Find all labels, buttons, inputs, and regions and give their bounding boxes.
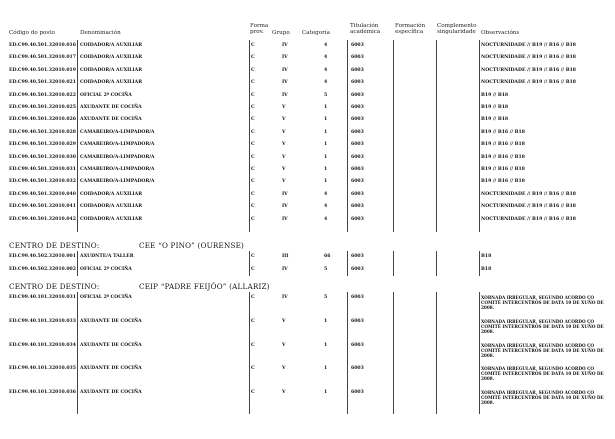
cell-categoria: 1 [324, 179, 328, 185]
cell-denominacion: COIDADOR/A AUXILIAR [80, 43, 143, 48]
cell-grupo: IV [282, 204, 288, 210]
table-row [0, 155, 615, 167]
cell-forma: C [251, 92, 255, 98]
table-row [0, 167, 615, 179]
cell-grupo: V [282, 390, 286, 396]
cell-grupo: V [282, 105, 286, 110]
cell-observacions: NOCTURNIDADE // B19 // B16 // B18 [481, 80, 576, 86]
cell-codigo: ED.C99.40.502.32010.002 [9, 266, 76, 272]
header-forma: Forma prov. [250, 23, 269, 35]
cell-titulacion: 6003 [351, 318, 364, 324]
cell-forma: C [251, 154, 255, 160]
table-row [0, 217, 615, 229]
cell-forma: C [251, 266, 255, 272]
header-grupo: Grupo [272, 30, 290, 36]
table-row [0, 254, 615, 266]
cell-codigo: ED.C99.40.501.32010.017 [9, 55, 76, 61]
cell-observacions: XORNADA IRREGULAR, SEGUNDO ACORDO CO COMITÉ INTERCENTROS DE DATA 10 DE XUÑO DE 2008. [481, 366, 604, 382]
table-row [0, 117, 615, 129]
cell-denominacion: CAMAREIRO/A-LIMPADOR/A [80, 154, 155, 160]
cell-denominacion: AXUDNTE/A TALLER [80, 254, 134, 259]
cell-grupo: V [282, 366, 286, 372]
cell-forma: C [251, 390, 255, 396]
cell-observacions: B18 [481, 266, 492, 272]
cell-grupo: IV [282, 266, 288, 272]
cell-grupo: V [282, 179, 286, 185]
cell-categoria: 4 [324, 67, 328, 73]
cell-titulacion: 6003 [351, 142, 364, 148]
table-row [0, 204, 615, 216]
cell-grupo: IV [282, 67, 288, 73]
cell-codigo: ED.C99.40.501.32010.025 [9, 105, 76, 110]
cell-categoria: 1 [324, 366, 328, 372]
cell-categoria: 1 [324, 342, 328, 348]
cell-forma: C [251, 254, 255, 259]
header-titulacion: Titulación académica [350, 23, 381, 35]
cell-codigo: ED.C99.40.501.32010.019 [9, 67, 76, 73]
cell-titulacion: 6003 [351, 390, 364, 396]
table-row [0, 342, 615, 358]
cell-observacions: XORNADA IRREGULAR, SEGUNDO ACORDO CO COMITÉ INTERCENTROS DE DATA 10 DE XUÑO DE 2008. [481, 342, 604, 358]
cell-categoria: 1 [324, 142, 328, 148]
cell-forma: C [251, 295, 255, 300]
cell-categoria: 4 [324, 191, 328, 197]
cell-categoria: 4 [324, 43, 328, 48]
table-row [0, 142, 615, 154]
cell-denominacion: AXUDANTE DE COCIÑA [80, 105, 142, 110]
cell-grupo: IV [282, 216, 288, 222]
cell-denominacion: COIDADOR/A AUXILIAR [80, 191, 143, 197]
cell-forma: C [251, 55, 255, 61]
cell-categoria: 1 [324, 167, 328, 172]
center-name: CEIP “PADRE FEIJÓO” (ALLARIZ) [139, 282, 270, 291]
cell-observacions: B19 // B16 // B18 [481, 142, 525, 148]
cell-categoria: 1 [324, 129, 328, 135]
cell-observacions: NOCTURNIDADE // B19 // B16 // B18 [481, 204, 576, 210]
center-label: CENTRO DE DESTINO: [9, 282, 100, 291]
center-name: CEE “O PINO” (OURENSE) [139, 241, 245, 250]
cell-categoria: 1 [324, 117, 328, 123]
cell-forma: C [251, 43, 255, 48]
cell-observacions: XORNADA IRREGULAR, SEGUNDO ACORDO CO COMITÉ INTERCENTROS DE DATA 10 DE XUÑO DE 2008. [481, 295, 604, 310]
cell-grupo: V [282, 342, 286, 348]
cell-titulacion: 6003 [351, 167, 364, 172]
cell-forma: C [251, 204, 255, 210]
cell-denominacion: OFICIAL 2ª COCIÑA [80, 92, 132, 98]
header-denominacion: Denominación [80, 30, 121, 36]
cell-forma: C [251, 179, 255, 185]
header-formacion: Formación específica [395, 23, 426, 35]
cell-denominacion: CAMAREIRO/A-LIMPADOR/A [80, 179, 155, 185]
cell-categoria: 4 [324, 55, 328, 61]
cell-titulacion: 6003 [351, 154, 364, 160]
cell-observacions: B19 // B18 [481, 105, 509, 110]
table-row [0, 105, 615, 117]
cell-grupo: IV [282, 80, 288, 86]
cell-codigo: ED.C99.40.501.32010.041 [9, 204, 76, 210]
cell-titulacion: 6003 [351, 254, 364, 259]
cell-codigo: ED.C99.40.501.32010.022 [9, 92, 76, 98]
cell-observacions: NOCTURNIDADE // B19 // B16 // B18 [481, 43, 576, 48]
cell-grupo: V [282, 129, 286, 135]
cell-codigo: ED.C99.40.101.32010.033 [9, 318, 76, 324]
cell-forma: C [251, 318, 255, 324]
cell-denominacion: COIDADOR/A AUXILIAR [80, 204, 143, 210]
cell-observacions: B19 // B18 [481, 92, 509, 98]
cell-codigo: ED.C99.40.501.32010.040 [9, 191, 76, 197]
cell-observacions: B19 // B16 // B18 [481, 154, 525, 160]
cell-denominacion: AXUDANTE DE COCIÑA [80, 318, 142, 324]
table-row [0, 267, 615, 279]
cell-codigo: ED.C99.40.101.32010.036 [9, 390, 76, 396]
cell-denominacion: COIDADOR/A AUXILIAR [80, 67, 143, 73]
cell-forma: C [251, 342, 255, 348]
cell-denominacion: OFICIAL 2ª COCIÑA [80, 266, 132, 272]
table-row [0, 43, 615, 55]
cell-titulacion: 6003 [351, 67, 364, 73]
cell-categoria: 4 [324, 204, 328, 210]
cell-titulacion: 6003 [351, 216, 364, 222]
cell-denominacion: CAMAREIRO/A-LIMPADOR/A [80, 167, 155, 172]
cell-codigo: ED.C99.40.101.32010.034 [9, 342, 76, 348]
cell-denominacion: AXUDANTE DE COCIÑA [80, 390, 142, 396]
cell-titulacion: 6003 [351, 191, 364, 197]
cell-categoria: 66 [324, 254, 331, 259]
table-row [0, 192, 615, 204]
cell-grupo: III [282, 254, 289, 259]
cell-categoria: 4 [324, 216, 328, 222]
cell-observacions: NOCTURNIDADE // B19 // B16 // B18 [481, 55, 576, 61]
cell-categoria: 5 [324, 266, 328, 272]
cell-grupo: IV [282, 295, 288, 300]
cell-forma: C [251, 142, 255, 148]
cell-titulacion: 6003 [351, 266, 364, 272]
cell-denominacion: CAMAREIRO/A-LIMPADOR/A [80, 129, 155, 135]
cell-titulacion: 6003 [351, 80, 364, 86]
cell-denominacion: OFICIAL 2ª COCIÑA [80, 295, 132, 300]
header-complemento: Complemento singularidade [437, 23, 477, 35]
cell-categoria: 5 [324, 295, 328, 300]
cell-denominacion: COIDADOR/A AUXILIAR [80, 55, 143, 61]
cell-codigo: ED.C99.40.501.32010.030 [9, 154, 76, 160]
cell-categoria: 1 [324, 318, 328, 324]
header-categoria: Categoría [302, 30, 330, 36]
cell-observacions: B19 // B16 // B18 [481, 179, 525, 185]
cell-titulacion: 6003 [351, 295, 364, 300]
cell-forma: C [251, 191, 255, 197]
table-row [0, 80, 615, 92]
table-row [0, 295, 615, 310]
table-row [0, 130, 615, 142]
cell-codigo: ED.C99.40.501.32010.026 [9, 117, 76, 123]
cell-titulacion: 6003 [351, 342, 364, 348]
cell-codigo: ED.C99.40.501.32010.016 [9, 43, 76, 48]
cell-titulacion: 6003 [351, 105, 364, 110]
cell-categoria: 5 [324, 92, 328, 98]
cell-grupo: V [282, 167, 286, 172]
cell-observacions: NOCTURNIDADE // B19 // B16 // B18 [481, 216, 576, 222]
cell-forma: C [251, 167, 255, 172]
cell-titulacion: 6003 [351, 55, 364, 61]
cell-grupo: V [282, 142, 286, 148]
cell-observacions: B19 // B16 // B18 [481, 167, 525, 172]
cell-observacions: XORNADA IRREGULAR, SEGUNDO ACORDO CO COMITÉ INTERCENTROS DE DATA 10 DE XUÑO DE 2008. [481, 318, 604, 334]
table-row [0, 366, 615, 382]
center-label: CENTRO DE DESTINO: [9, 241, 100, 250]
cell-denominacion: AXUDANTE DE COCIÑA [80, 366, 142, 372]
cell-observacions: NOCTURNIDADE // B19 // B16 // B18 [481, 191, 576, 197]
cell-forma: C [251, 117, 255, 123]
cell-forma: C [251, 129, 255, 135]
table-row [0, 318, 615, 334]
table-row [0, 390, 615, 406]
cell-titulacion: 6003 [351, 43, 364, 48]
cell-forma: C [251, 80, 255, 86]
cell-grupo: IV [282, 92, 288, 98]
cell-categoria: 1 [324, 105, 328, 110]
cell-denominacion: COIDADOR/A AUXILIAR [80, 80, 143, 86]
cell-categoria: 4 [324, 80, 328, 86]
cell-forma: C [251, 366, 255, 372]
cell-denominacion: CAMAREIRO/A-LIMPADOR/A [80, 142, 155, 148]
cell-denominacion: AXUDANTE DE COCIÑA [80, 342, 142, 348]
cell-observacions: NOCTURNIDADE // B19 // B16 // B18 [481, 67, 576, 73]
cell-codigo: ED.C99.40.501.32010.021 [9, 80, 76, 86]
cell-titulacion: 6003 [351, 179, 364, 185]
cell-codigo: ED.C99.40.501.32010.042 [9, 216, 76, 222]
cell-titulacion: 6003 [351, 129, 364, 135]
cell-forma: C [251, 67, 255, 73]
header-codigo: Código do posto [9, 30, 55, 36]
table-row [0, 68, 615, 80]
cell-denominacion: AXUDANTE DE COCIÑA [80, 117, 142, 123]
cell-codigo: ED.C99.40.501.32010.032 [9, 179, 76, 185]
cell-codigo: ED.C99.40.101.32010.035 [9, 366, 76, 372]
cell-codigo: ED.C99.40.501.32010.028 [9, 129, 76, 135]
cell-grupo: IV [282, 55, 288, 61]
header-observacions: Observacións [481, 30, 520, 36]
cell-observacions: B19 // B18 [481, 117, 509, 123]
cell-grupo: V [282, 154, 286, 160]
cell-observacions: B19 // B16 // B18 [481, 129, 525, 135]
table-row [0, 55, 615, 67]
cell-forma: C [251, 216, 255, 222]
cell-observacions: B18 [481, 254, 492, 259]
cell-codigo: ED.C99.40.101.32010.031 [9, 295, 76, 300]
cell-grupo: V [282, 318, 286, 324]
table-row [0, 93, 615, 105]
cell-grupo: IV [282, 191, 288, 197]
cell-titulacion: 6003 [351, 92, 364, 98]
cell-categoria: 1 [324, 154, 328, 160]
cell-titulacion: 6003 [351, 204, 364, 210]
cell-titulacion: 6003 [351, 366, 364, 372]
cell-codigo: ED.C99.40.501.32010.031 [9, 167, 76, 172]
cell-titulacion: 6003 [351, 117, 364, 123]
table-row [0, 179, 615, 191]
cell-denominacion: COIDADOR/A AUXILIAR [80, 216, 143, 222]
cell-grupo: IV [282, 43, 288, 48]
cell-grupo: V [282, 117, 286, 123]
cell-observacions: XORNADA IRREGULAR, SEGUNDO ACORDO CO COMITÉ INTERCENTROS DE DATA 10 DE XUÑO DE 2008. [481, 390, 604, 406]
cell-codigo: ED.C99.40.501.32010.029 [9, 142, 76, 148]
cell-codigo: ED.C99.40.502.32010.001 [9, 254, 76, 259]
cell-categoria: 1 [324, 390, 328, 396]
cell-forma: C [251, 105, 255, 110]
